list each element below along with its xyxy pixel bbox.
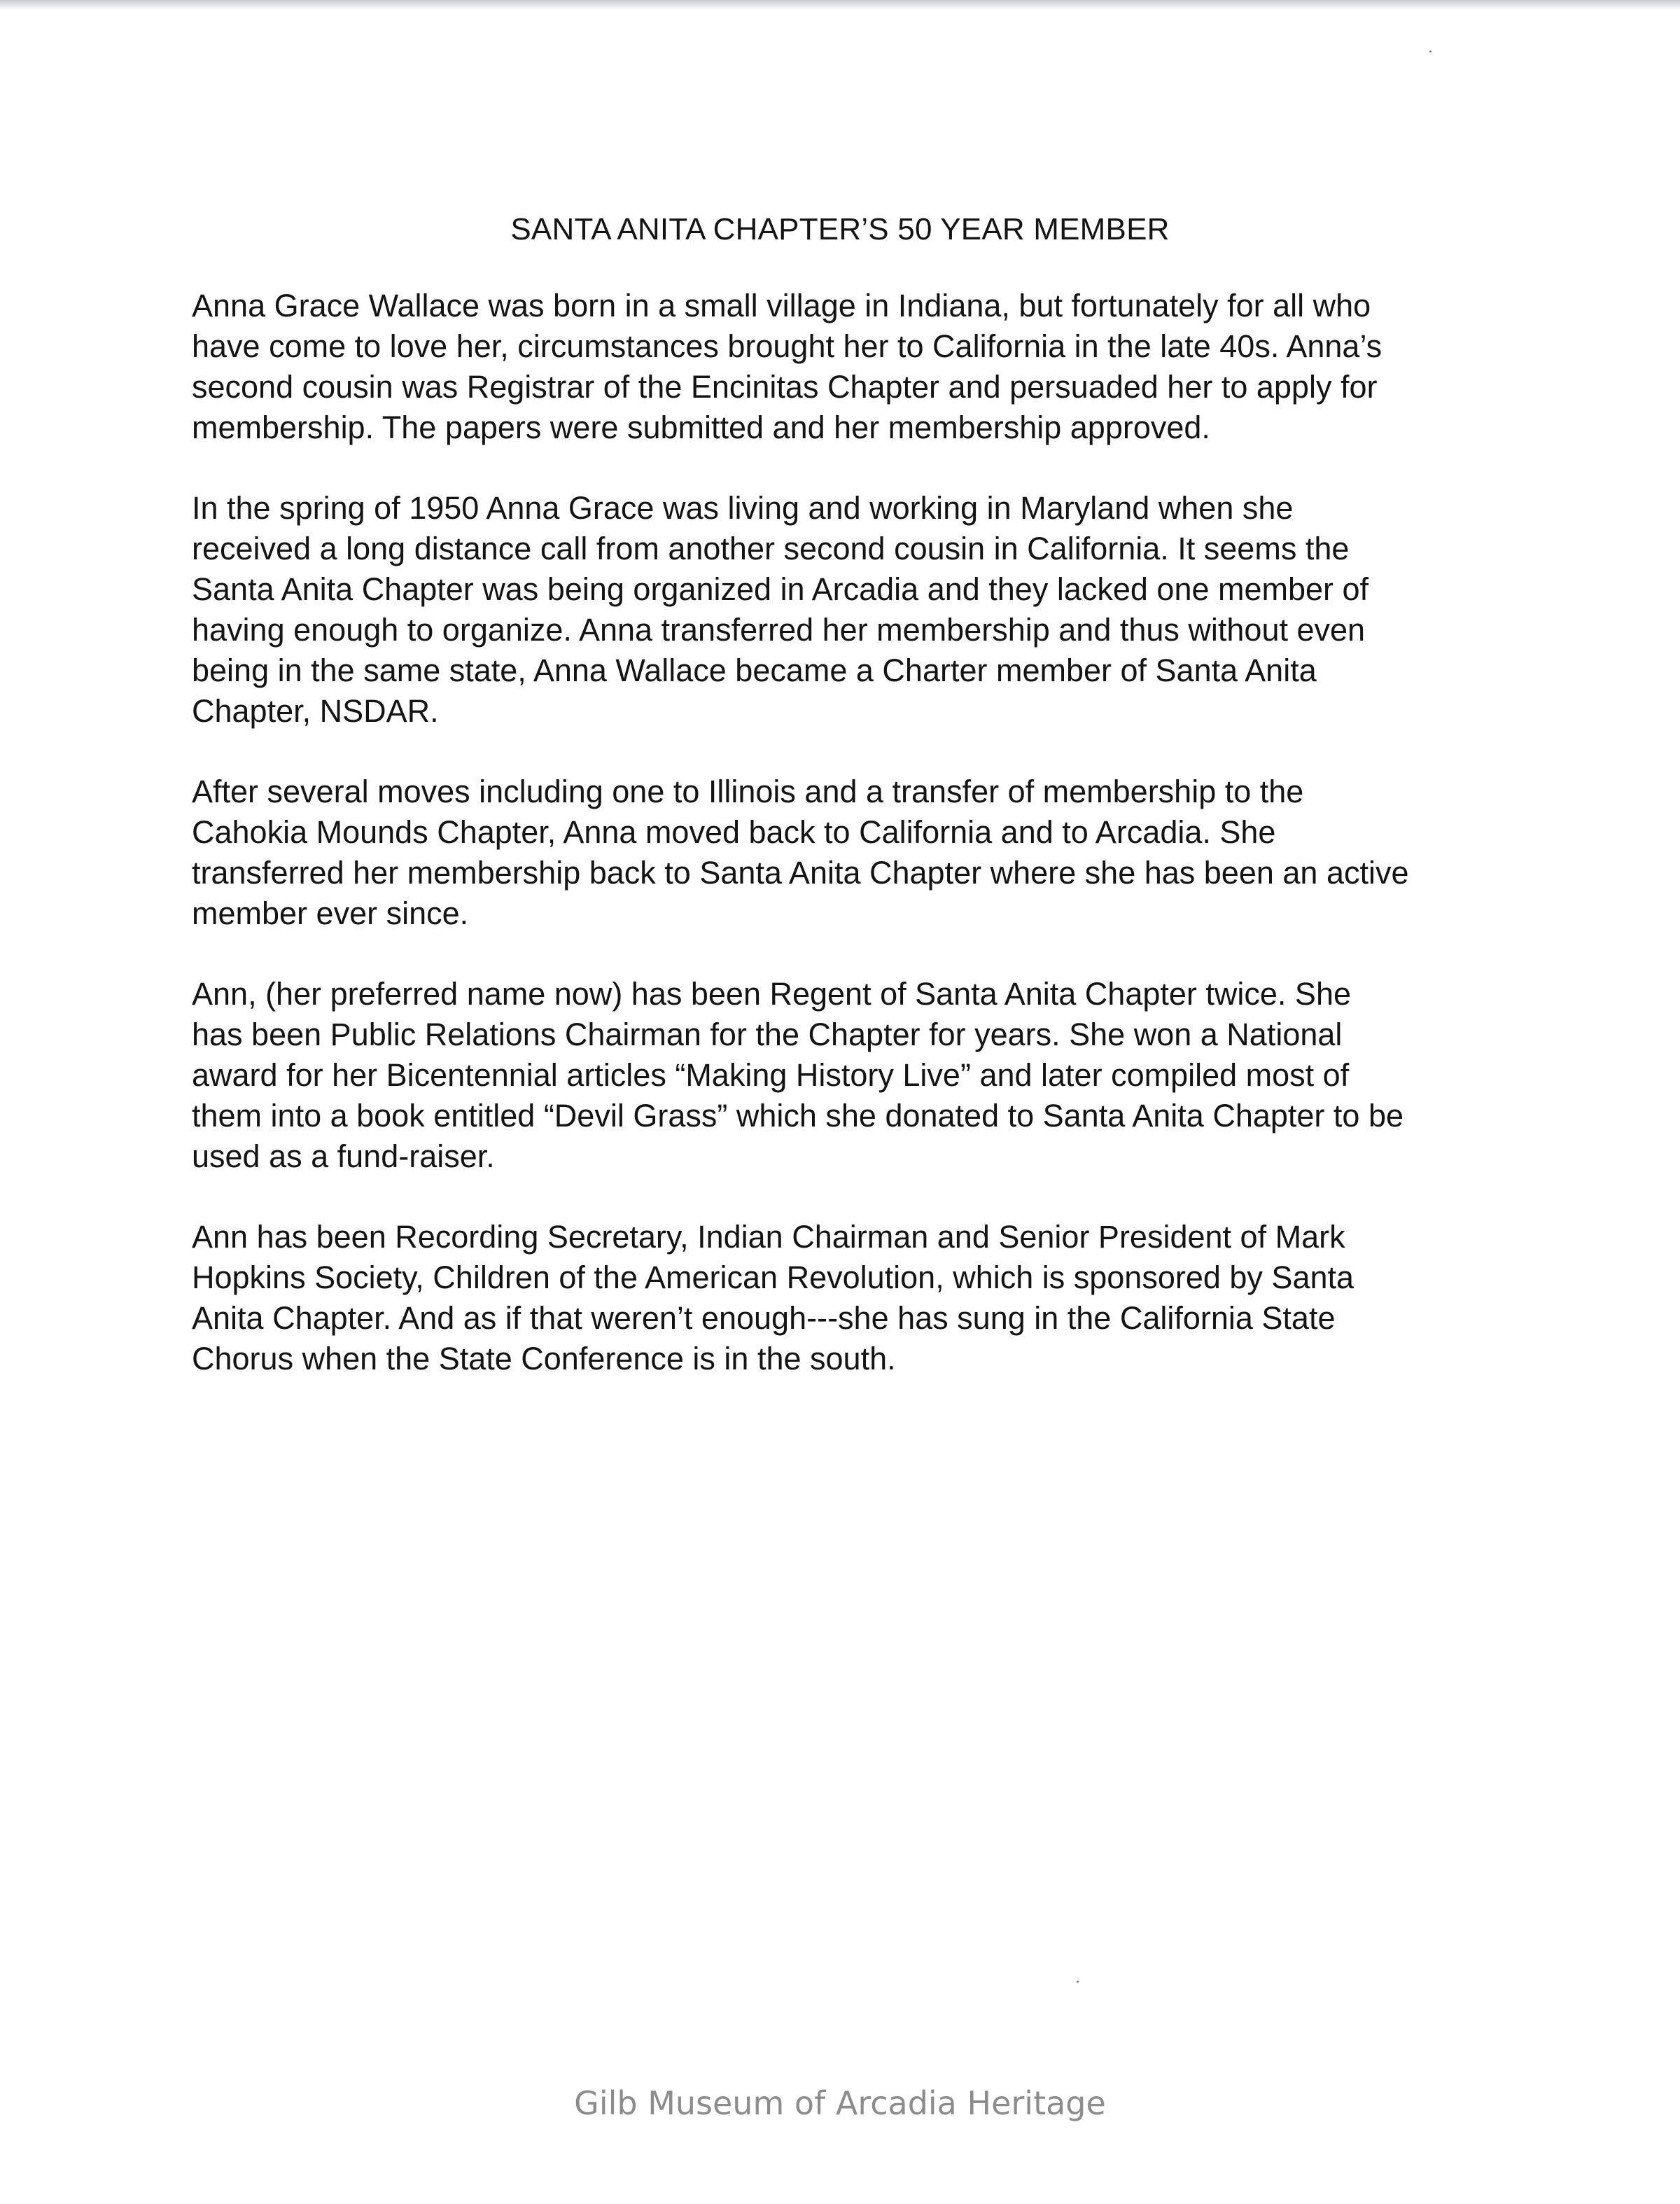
scan-speck — [1077, 1981, 1079, 1983]
paragraph-line: being in the same state, Anna Wallace became a Charter member of Santa Anita — [192, 653, 1317, 688]
paragraph-line: member ever since. — [192, 895, 469, 931]
paragraph-regent — [192, 974, 1522, 1177]
paragraph-line: Ann, (her preferred name now) has been Regent of Santa Anita Chapter twice. She — [192, 976, 1351, 1012]
paragraph-line: Cahokia Mounds Chapter, Anna moved back to California and to Arcadia. She — [192, 814, 1276, 850]
paragraph-line: having enough to organize. Anna transferred her membership and thus without even — [192, 612, 1366, 648]
paragraph-birth — [192, 286, 1522, 448]
paragraph-line: Chapter, NSDAR. — [192, 693, 439, 729]
paragraph-line: has been Public Relations Chairman for the Chapter for years. She won a National — [192, 1017, 1343, 1052]
scan-speck — [1429, 50, 1432, 53]
paragraph-offices — [192, 1217, 1522, 1379]
paragraph-line: Anna Grace Wallace was born in a small village in Indiana, but fortunately for all who — [192, 288, 1371, 323]
paragraph-charter-member — [192, 488, 1522, 732]
paragraph-line: Ann has been Recording Secretary, Indian Chairman and Senior President of Mark — [192, 1219, 1345, 1255]
paragraph-line: award for her Bicentennial articles “Making History Live” and later compiled most of — [192, 1057, 1350, 1093]
document-body — [192, 286, 1522, 1419]
document-title: SANTA ANITA CHAPTER’S 50 YEAR MEMBER — [510, 212, 1170, 246]
museum-watermark: Gilb Museum of Arcadia Heritage — [574, 2084, 1106, 2122]
paragraph-line: Hopkins Society, Children of the American Revolution, which is sponsored by Santa — [192, 1260, 1354, 1295]
paragraph-line: used as a fund-raiser. — [192, 1138, 495, 1174]
paragraph-line: second cousin was Registrar of the Encinitas Chapter and persuaded her to apply for — [192, 369, 1378, 405]
paragraph-line: In the spring of 1950 Anna Grace was living and working in Maryland when she — [192, 490, 1294, 526]
paragraph-line: transferred her membership back to Santa Anita Chapter where she has been an active — [192, 855, 1409, 891]
paragraph-line: received a long distance call from another second cousin in California. It seems the — [192, 531, 1350, 566]
paragraph-moves — [192, 772, 1522, 934]
paragraph-line: have come to love her, circumstances brought her to California in the late 40s. Anna’s — [192, 328, 1382, 364]
paragraph-line: Anita Chapter. And as if that weren’t enough---she has sung in the California State — [192, 1300, 1336, 1336]
paragraph-line: membership. The papers were submitted and her membership approved. — [192, 410, 1210, 445]
paragraph-line: After several moves including one to Illinois and a transfer of membership to the — [192, 774, 1304, 809]
paragraph-line: them into a book entitled “Devil Grass” which she donated to Santa Anita Chapter to be — [192, 1098, 1404, 1134]
paragraph-line: Chorus when the State Conference is in the south. — [192, 1341, 896, 1376]
paragraph-line: Santa Anita Chapter was being organized in Arcadia and they lacked one member of — [192, 571, 1369, 607]
